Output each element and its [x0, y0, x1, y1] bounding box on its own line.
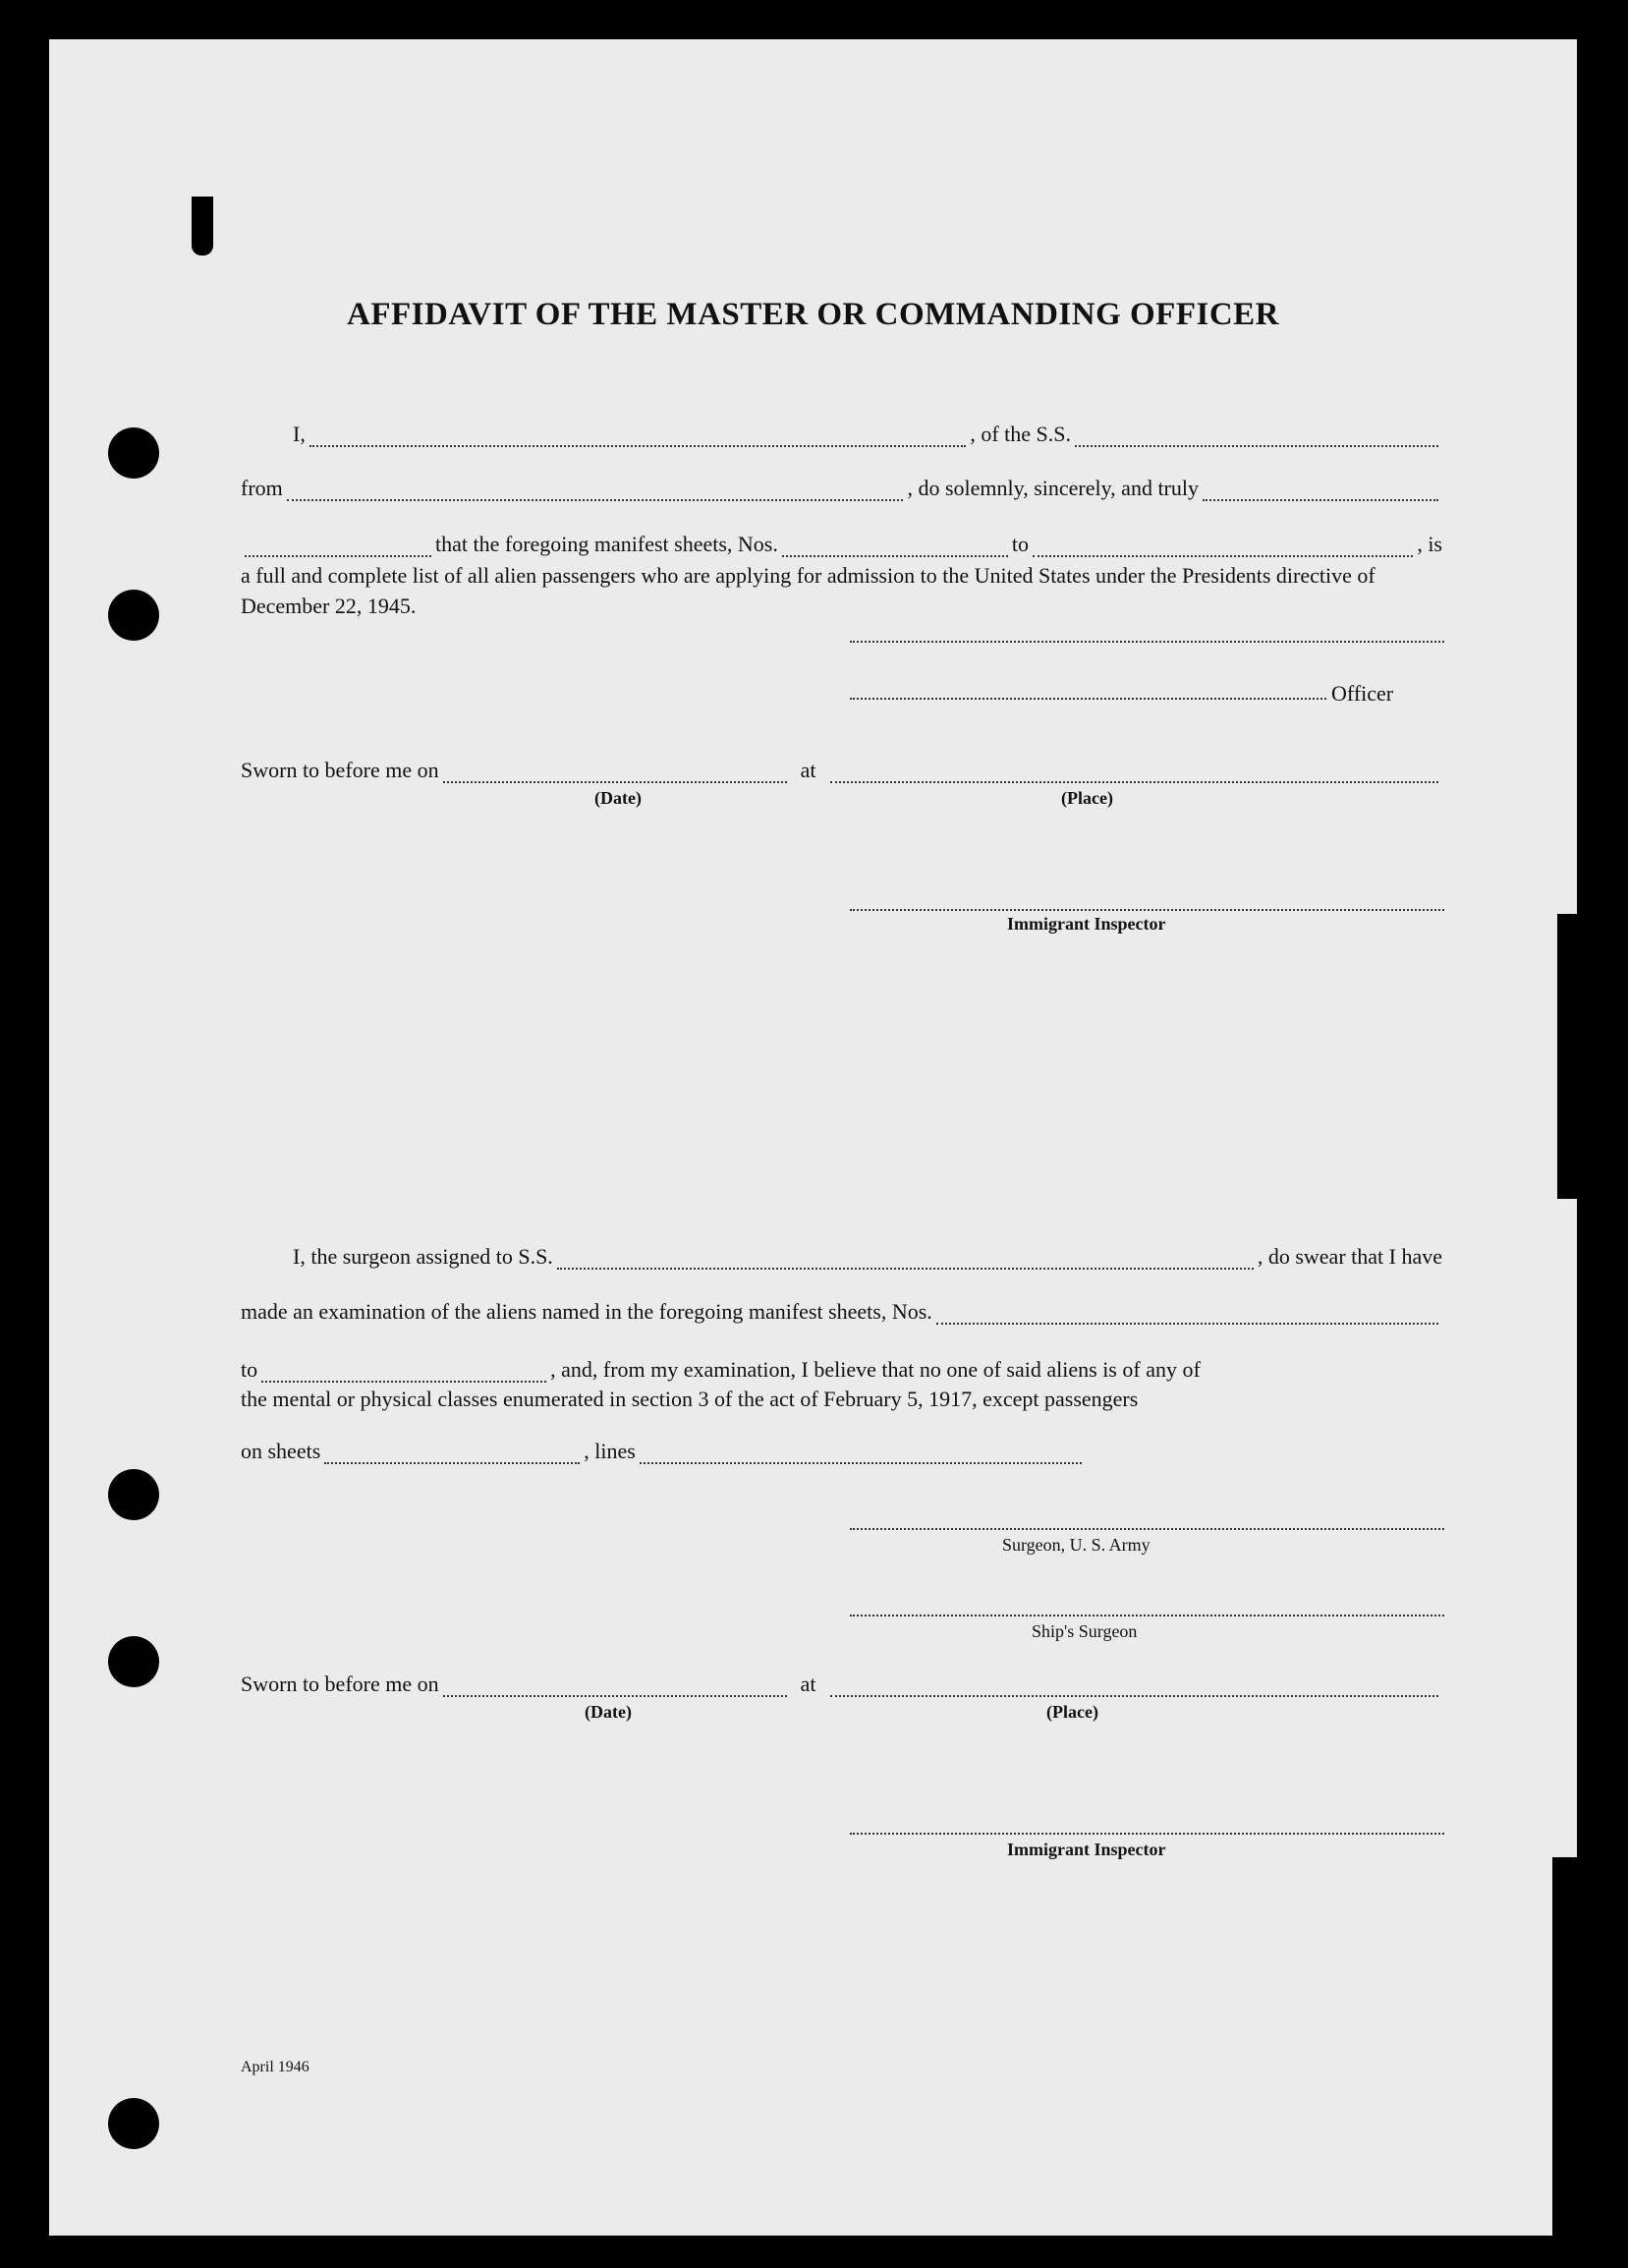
label-is: , is	[1417, 532, 1442, 556]
sheet-to-field[interactable]	[1033, 538, 1413, 557]
oath-verb-field[interactable]	[245, 538, 431, 557]
edge-notch-right-2	[1552, 1857, 1577, 2236]
label-to: to	[1011, 532, 1029, 556]
edge-notch-top-left	[192, 197, 213, 255]
affidavit-page	[49, 39, 1577, 2236]
inspector-caption: Immigrant Inspector	[1007, 914, 1166, 934]
port-from-field[interactable]	[287, 482, 904, 501]
inspector-signature-line-2[interactable]	[850, 1833, 1444, 1835]
officer-signature-line-1[interactable]	[850, 641, 1444, 643]
inspector-caption-2: Immigrant Inspector	[1007, 1840, 1166, 1859]
label-sworn: Sworn to before me on	[241, 758, 439, 782]
label-of-ss: , of the S.S.	[970, 422, 1071, 446]
master-sworn-line	[241, 754, 1442, 783]
label-on-sheets: on sheets	[241, 1439, 321, 1463]
surgeon-sheet-to-field[interactable]	[261, 1363, 546, 1383]
master-line-2	[241, 472, 1442, 501]
sworn-place-field[interactable]	[830, 764, 1438, 783]
punch-hole-4	[108, 1636, 159, 1687]
page-title: AFFIDAVIT OF THE MASTER OR COMMANDING OFFICER	[347, 297, 1279, 332]
army-surgeon-signature-line[interactable]	[850, 1528, 1444, 1530]
inspector-signature-line[interactable]	[850, 909, 1444, 911]
label-solemnly: , do solemnly, sincerely, and truly	[907, 476, 1199, 500]
place-caption: (Place)	[1061, 788, 1113, 808]
surgeon-sworn-line	[241, 1668, 1442, 1697]
officer-signature-line-2[interactable]	[850, 698, 1326, 700]
punch-hole-3	[108, 1469, 159, 1520]
sheet-from-field[interactable]	[782, 538, 1008, 557]
punch-hole-2	[108, 590, 159, 641]
surgeon-sworn-place-field[interactable]	[830, 1677, 1438, 1697]
surgeon-line-2	[241, 1295, 1442, 1325]
label-to-2: to	[241, 1357, 258, 1382]
master-statement: a full and complete list of all alien passengers who are applying for admission to the United States under the Presidents directive of December 22, 1945.	[241, 563, 1375, 618]
label-at-2: at	[800, 1672, 816, 1696]
label-manifest-sheets: that the foregoing manifest sheets, Nos.	[435, 532, 778, 556]
army-surgeon-caption: Surgeon, U. S. Army	[1002, 1535, 1151, 1555]
label-examination: made an examination of the aliens named in the foregoing manifest sheets, Nos.	[241, 1299, 932, 1324]
surgeon-line-4: the mental or physical classes enumerated in section 3 of the act of February 5, 1917, except passengers	[241, 1387, 1139, 1411]
ship-surgeon-signature-line[interactable]	[850, 1615, 1444, 1616]
except-sheets-field[interactable]	[324, 1445, 580, 1464]
punch-hole-1	[108, 427, 159, 479]
label-sworn-2: Sworn to before me on	[241, 1672, 439, 1696]
label-lines: , lines	[584, 1439, 636, 1463]
label-at: at	[800, 758, 816, 782]
ship-surgeon-caption: Ship's Surgeon	[1032, 1621, 1138, 1641]
date-caption: (Date)	[594, 788, 642, 808]
surgeon-sworn-date-field[interactable]	[443, 1677, 787, 1697]
surgeon-line-5	[241, 1435, 1086, 1464]
form-date: April 1946	[241, 2059, 309, 2075]
label-surgeon-ss: I, the surgeon assigned to S.S.	[293, 1244, 553, 1269]
edge-notch-right-1	[1557, 914, 1577, 1199]
sworn-date-field[interactable]	[443, 764, 787, 783]
date-caption-2: (Date)	[585, 1702, 632, 1722]
master-line-1	[293, 418, 1442, 447]
master-line-3	[241, 528, 1442, 557]
ship-name-field[interactable]	[1075, 427, 1438, 447]
surgeon-sheet-from-field[interactable]	[936, 1305, 1438, 1325]
except-lines-field[interactable]	[640, 1445, 1082, 1464]
punch-hole-5	[108, 2098, 159, 2149]
oath-field[interactable]	[1203, 482, 1438, 501]
label-swear: , do swear that I have	[1257, 1244, 1442, 1269]
officer-label: Officer	[1331, 681, 1394, 706]
place-caption-2: (Place)	[1046, 1702, 1098, 1722]
label-and-from-exam: , and, from my examination, I believe that no one of said aliens is of any of	[550, 1357, 1201, 1382]
surgeon-line-1	[293, 1240, 1442, 1270]
master-name-field[interactable]	[309, 427, 966, 447]
label-i: I,	[293, 422, 306, 446]
label-from: from	[241, 476, 283, 500]
surgeon-ship-field[interactable]	[557, 1250, 1254, 1270]
surgeon-line-3	[241, 1353, 1442, 1383]
